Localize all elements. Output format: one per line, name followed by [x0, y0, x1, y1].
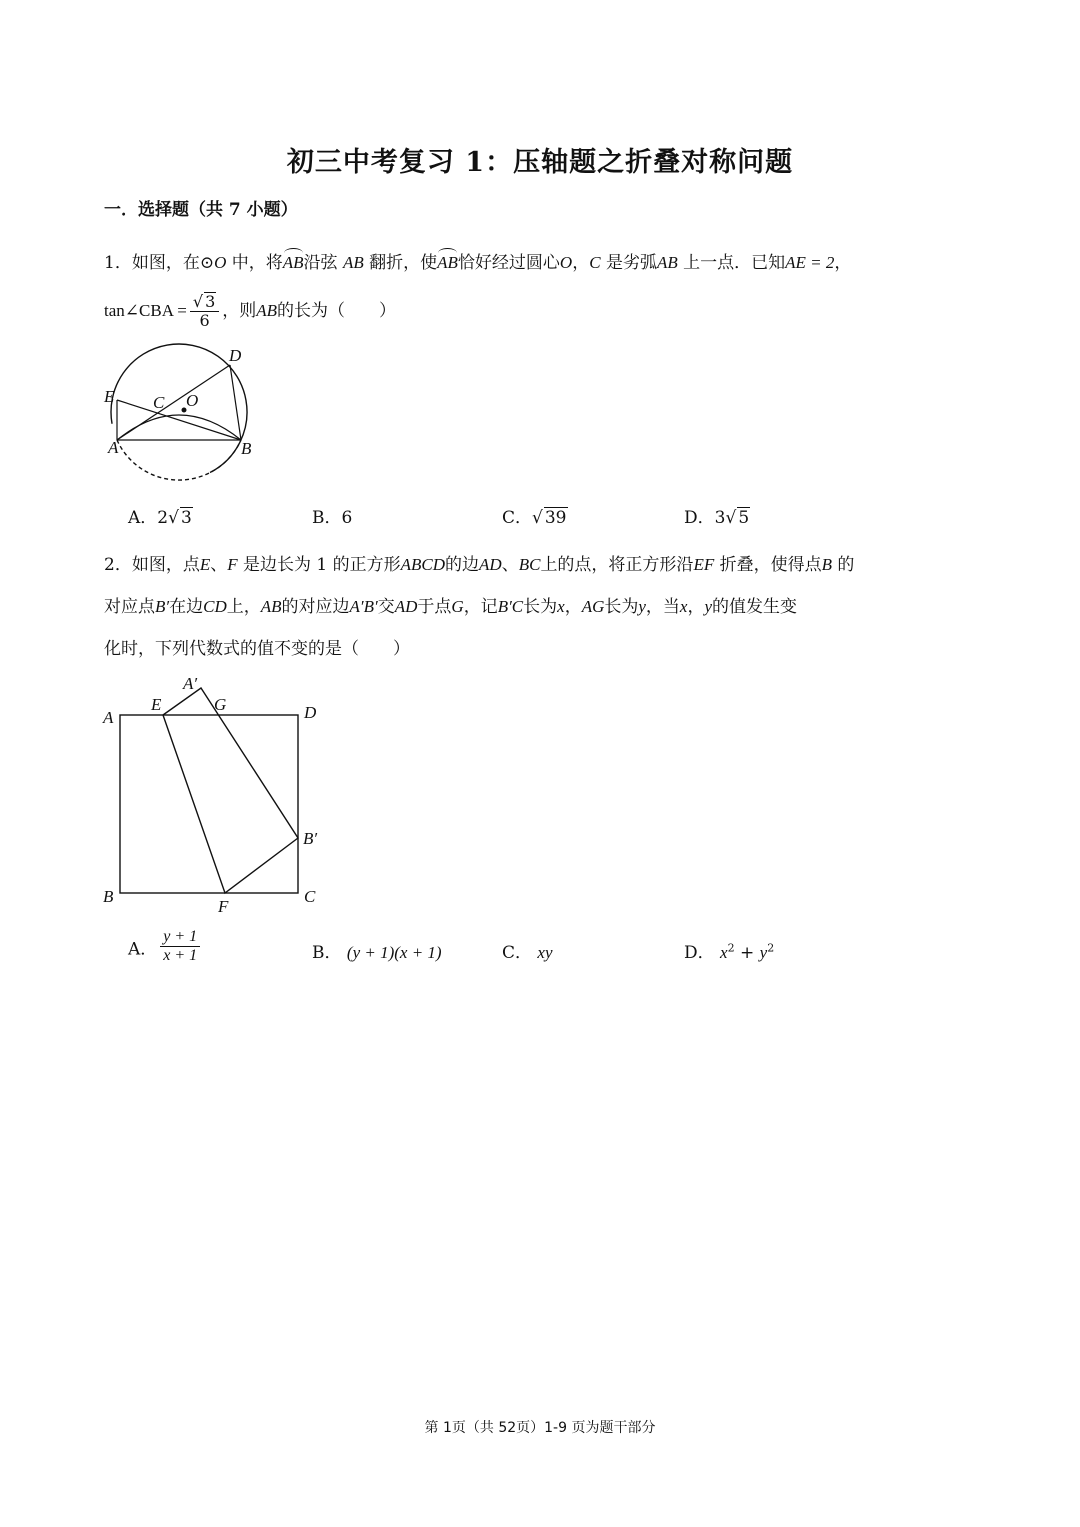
math-var: BC [518, 555, 541, 574]
math-var: AD [394, 597, 418, 616]
math-var: AD [479, 555, 502, 574]
q1-text: 的长为（ ） [277, 300, 397, 321]
q1-text: 上一点．已知 [683, 253, 786, 273]
math-var: B′C [497, 597, 524, 616]
math-var: x [557, 597, 565, 616]
q1-circle-figure [95, 340, 265, 485]
label-b: B [241, 439, 252, 458]
q2-text: 的值发生变 [712, 597, 797, 617]
section-heading: 一．选择题（共 7 小题） [104, 200, 298, 220]
math-var: EF [693, 555, 715, 574]
label-o: O [186, 391, 199, 410]
math-var: AB [260, 597, 282, 616]
q2-text: 的边 [445, 555, 480, 575]
math-var: E [199, 555, 211, 574]
label-f: F [218, 897, 229, 916]
label-e: E [104, 387, 115, 406]
q2-text: 、 [501, 555, 519, 575]
arc-ab: AB [282, 253, 304, 272]
q1-number: 1． [104, 253, 132, 273]
option-label: C． [502, 508, 533, 528]
square-abcd [120, 715, 298, 893]
folded-quadrilateral [163, 688, 298, 893]
math-var: B′ [155, 597, 170, 616]
math-var: O [214, 253, 227, 272]
q2-text: 的对应边 [281, 597, 350, 617]
option-label: C． [502, 943, 533, 963]
q1-text: 如图，在 [131, 253, 200, 273]
q1-option-b[interactable] [312, 503, 352, 528]
q2-text: 上的点，将正方形沿 [540, 555, 694, 575]
q2-text: ， [687, 597, 705, 617]
option-label: A． [128, 508, 158, 528]
math-expr: AE = 2 [785, 253, 835, 272]
option-label: D． [684, 943, 715, 963]
q2-text: 长为 [604, 597, 639, 617]
math-var: y [638, 597, 646, 616]
option-value: (y + 1)(x + 1) [346, 943, 442, 962]
math-var: C [589, 253, 601, 272]
label-a: A [103, 708, 114, 727]
option-value: 2 [157, 508, 169, 528]
segment-db [230, 365, 241, 440]
fraction-denominator: 6 [199, 311, 210, 331]
q1-text: ， [834, 253, 852, 273]
arc-ab: AB [437, 253, 458, 272]
q2-text: ，当 [645, 597, 680, 617]
q1-text: 沿弦 [303, 253, 338, 273]
page-footer: 第 1页（共 52页）1-9 页为题干部分 [424, 1420, 656, 1436]
q2-text: 交 [377, 597, 395, 617]
q2-text: ，记 [463, 597, 498, 617]
q1-text: 翻折，使 [369, 253, 438, 273]
math-var: B [821, 555, 833, 574]
q2-text: 的 [837, 555, 855, 575]
q2-option-b[interactable] [312, 938, 442, 963]
label-a: A [108, 438, 119, 457]
q1-option-c[interactable]: C．√ 39 [502, 508, 567, 528]
option-value: 3 [714, 508, 726, 528]
math-var: x [679, 597, 688, 616]
math-var: AB [256, 300, 278, 320]
label-g: G [214, 695, 227, 714]
sqrt-radicand: 39 [544, 508, 567, 528]
option-label: B． [312, 508, 342, 528]
label-a-prime: A′ [183, 674, 198, 693]
fraction [190, 292, 219, 331]
option-label: A． [128, 939, 158, 960]
q2-text: 在边 [169, 597, 204, 617]
math-var: AB [656, 253, 678, 272]
label-c: C [153, 393, 165, 412]
math-var: y [759, 943, 768, 962]
label-b: B [103, 887, 114, 906]
q2-line-3 [104, 634, 410, 659]
page-title: 初三中考复习 1：压轴题之折叠对称问题 [286, 147, 794, 178]
q2-option-c[interactable] [502, 938, 553, 963]
q1-line-1 [104, 248, 851, 273]
label-e: E [151, 695, 162, 714]
sqrt-radicand: 3 [205, 292, 216, 311]
label-c: C [304, 887, 316, 906]
option-value: xy [537, 943, 553, 962]
q1-line-2 [104, 292, 396, 331]
label-b-prime: B′ [303, 829, 318, 848]
fraction-denominator: x + 1 [163, 947, 198, 965]
math-var: ABCD [400, 555, 446, 574]
math-var: A′B′ [349, 597, 378, 616]
q2-text: 是边长为 1 的正方形 [243, 555, 401, 575]
q2-option-d[interactable] [684, 938, 774, 963]
label-d: D [229, 346, 242, 365]
sqrt-radicand: 5 [738, 508, 750, 528]
segment-ad [117, 365, 230, 440]
q1-option-a[interactable]: A．2√ 3 [128, 508, 192, 528]
math-var: O [559, 253, 573, 272]
math-var: x [720, 943, 728, 962]
fraction-numerator: √ 3 [190, 292, 219, 312]
q1-text: ， [572, 253, 590, 273]
math-var: AB [342, 253, 364, 272]
fraction-numerator: y + 1 [160, 928, 200, 947]
fraction [160, 928, 200, 966]
math-var: F [227, 555, 238, 574]
circle-symbol: ⊙ [199, 253, 215, 273]
segment-eb [117, 400, 241, 440]
q2-number: 2． [104, 555, 132, 575]
option-label: B． [312, 943, 342, 963]
q1-text: ，则 [222, 300, 257, 321]
q1-text: 中，将 [231, 253, 283, 273]
label-d: D [304, 703, 317, 722]
math-var: CD [203, 597, 227, 616]
math-expr: tan∠CBA = [104, 300, 187, 320]
sqrt-radicand: 3 [180, 508, 192, 528]
q2-square-figure [95, 668, 335, 918]
q1-option-d[interactable]: D．3√ 5 [684, 508, 750, 528]
math-var: y [704, 597, 712, 616]
q2-text: 、 [210, 555, 228, 575]
math-var: G [451, 597, 464, 616]
q2-line-2 [104, 592, 797, 617]
q2-text: ， [564, 597, 582, 617]
q2-text: 长为 [523, 597, 558, 617]
math-var: AG [581, 597, 605, 616]
exponent: 2 [727, 941, 735, 955]
q2-line-1 [104, 550, 854, 575]
q1-text: 是劣弧 [605, 253, 657, 273]
q2-text: 化时，下列代数式的值不变的是（ ） [104, 639, 410, 659]
exponent: 2 [767, 941, 775, 955]
option-label: D． [684, 508, 715, 528]
q1-text: 恰好经过圆心 [457, 253, 560, 273]
q2-text: 如图，点 [131, 555, 200, 575]
q2-text: 折叠，使得点 [719, 555, 822, 575]
option-value: 6 [341, 508, 353, 528]
q2-text: 对应点 [104, 597, 155, 617]
plus-sign: + [734, 943, 760, 963]
circle-dashed-lower [117, 440, 241, 480]
q2-text: 于点 [417, 597, 452, 617]
q2-option-a[interactable] [128, 928, 203, 966]
q2-text: 上， [226, 597, 261, 617]
